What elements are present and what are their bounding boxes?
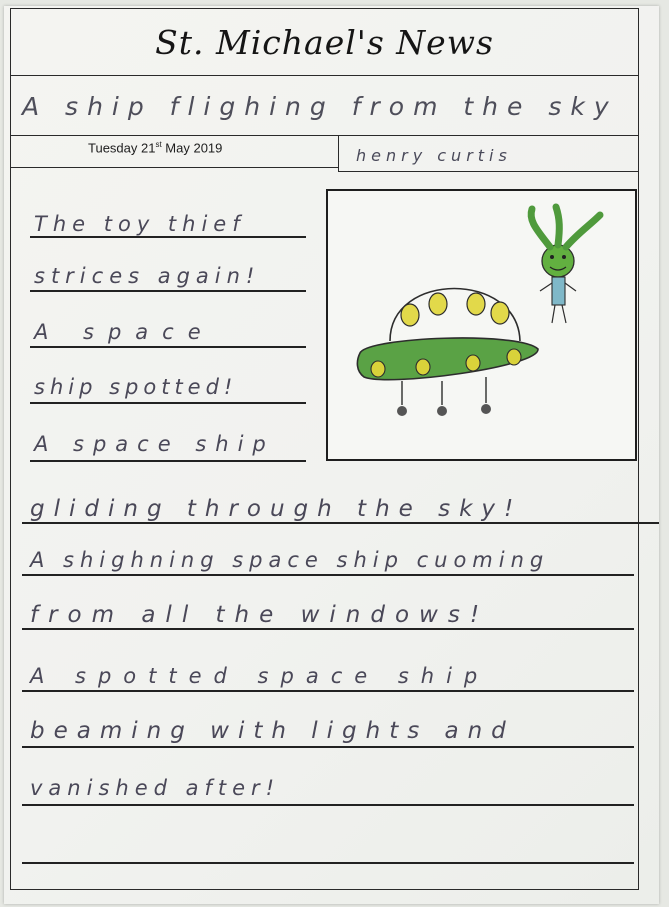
story-line: gliding through the sky! [30,496,523,522]
writing-line [22,862,634,864]
story-line: A space ship [34,432,275,456]
story-line: A spotted space ship [30,664,490,688]
author-name: henry curtis [356,146,512,165]
writing-line [30,346,306,348]
saucer-foot [397,406,407,416]
writing-line [22,690,634,692]
issue-date [88,140,222,155]
dome-light [491,302,509,324]
writing-line [22,522,659,524]
story-line: A shighning space ship cuoming [30,548,550,572]
story-line: vanished after! [30,776,281,800]
writing-line [30,290,306,292]
headline-row [10,76,639,136]
story-line: A space [34,320,215,344]
saucer-foot [437,406,447,416]
ufo-alien-drawing [328,191,635,459]
story-line: from all the windows! [30,602,490,628]
headline-text: A ship flighing from the sky [22,92,618,121]
writing-line [30,402,306,404]
writing-line [22,628,634,630]
newspaper-title: St. Michael's News [10,8,639,76]
saucer-light [507,349,521,365]
date-day: Tuesday 21 [88,140,156,156]
story-line: strices again! [34,264,261,288]
dome-light [401,304,419,326]
dome-light [467,293,485,315]
alien-figure [531,207,600,323]
saucer-foot [481,404,491,414]
writing-line [22,804,634,806]
date-row-divider [10,167,338,168]
dome-light [429,293,447,315]
story-line: beaming with lights and [30,718,515,744]
saucer-light [466,355,480,371]
date-rest: May 2019 [161,140,223,156]
saucer-light [371,361,385,377]
story-line: The toy thief [34,212,246,236]
saucer-light [416,359,430,375]
date-suffix: st [155,140,162,149]
illustration-box [326,189,637,461]
writing-line [30,460,306,462]
writing-line [30,236,306,238]
writing-line [22,574,634,576]
writing-line [22,746,634,748]
story-line: ship spotted! [34,375,238,399]
